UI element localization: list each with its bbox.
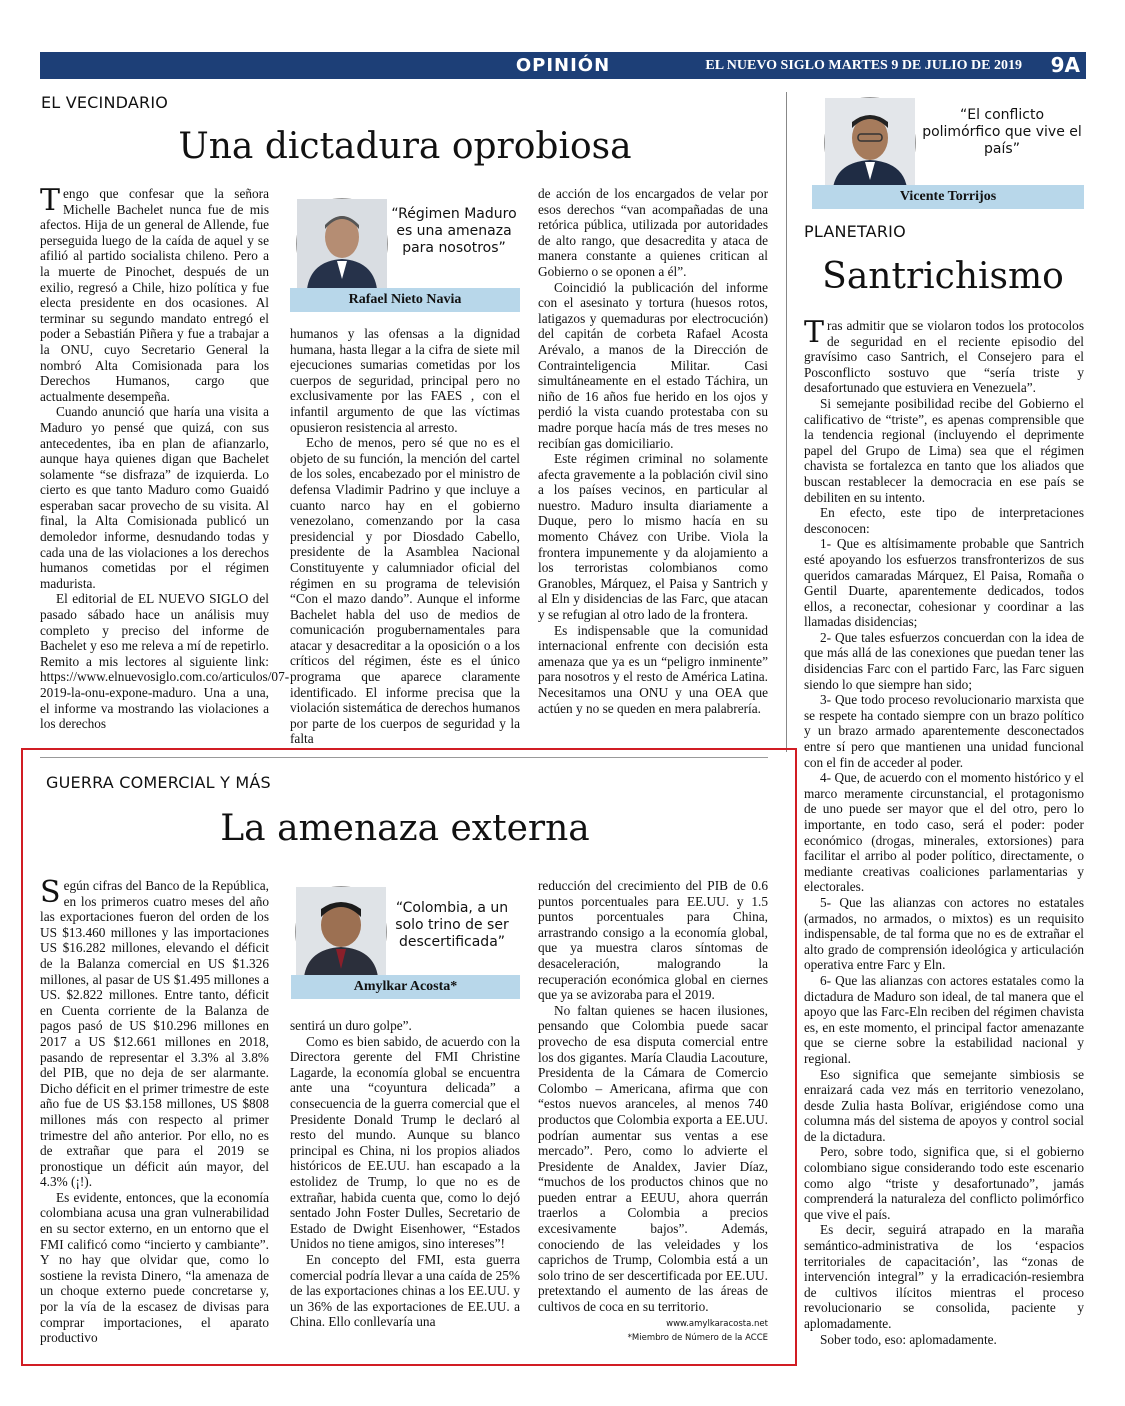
- paragraph: Es evidente, entonces, que la economía colombiana acusa una gran vulnerabilidad en su sector externo, en un entorno que el FMI calificó como “incierto y cambiante”. Y no hay que olvidar que, como lo sostiene la revista Dinero, “la amenaza de un choque externo puede concretarse y, por la vía de la escasez de divisas para comprar importaciones, el aparato productivo: [40, 1189, 269, 1346]
- article3-quote-box: [291, 882, 520, 1002]
- article3-author: Amylkar Acosta*: [291, 975, 520, 999]
- article3-dropcap: S: [40, 875, 61, 910]
- paragraph: Pero, sobre todo, significa que, si el gobierno colombiano sigue considerando todo este escenario como algo “triste y desafortunado”, jamás comprenderá la naturaleza del conflicto polimórfico que vive el país.: [804, 1144, 1084, 1222]
- date-line: EL NUEVO SIGLO MARTES 9 DE JULIO DE 2019: [705, 58, 1022, 73]
- article3-column-2: [290, 1018, 520, 1350]
- author-website: www.amylkaracosta.net: [666, 1319, 768, 1329]
- paragraph: 1- Que es altísimamente probable que Santrich esté apoyando los esfuerzos transfronterizos de sus queridos camaradas Márquez, El Paisa, Romaña o Gentil Duarte, aparentemente dedicados, todos ellos, a reconectar, cohesionar y coordinar a las llamadas disidencias;: [804, 536, 1084, 630]
- paragraph: Eso significa que semejante simbiosis se enraizará cada vez más en territorio venezolano, desde Zulia hasta Bolívar, erigiéndose como una columna más del sistema de apoyos y control social de la dictadura.: [804, 1066, 1084, 1144]
- section-header-bar: [40, 52, 1086, 79]
- paragraph: Es decir, seguirá atrapado en la maraña semántico-administrativa de los ‘espacios territoriales de capacitación’, las “zonas de intervención integral” y la erradicación-resiembra de cultivos ilícitos mientras el proceso revolucionario se consolida, paciente y aplomadamente.: [804, 1222, 1084, 1331]
- paragraph: 2- Que tales esfuerzos concuerdan con la idea de que más allá de las conexiones que puedan tener las disidencias Farc con el partido Farc, las Farc siguen siendo lo que siempre han sido;: [804, 629, 1084, 692]
- paragraph: En efecto, este tipo de interpretaciones desconocen:: [804, 505, 1084, 536]
- paragraph: ras admitir que se violaron todos los protocolos de seguridad en el reciente episodio del gravísimo caso Santrich, el Consejero para el Posconflicto sostuvo que “sería triste y desafortunado que estuviera en Venezuela”.: [804, 318, 1084, 396]
- paragraph: 5- Que las alianzas con actores no estatales (armados, no armados, o mixtos) es un requisito indispensable, de tal forma que no es de extrañar el alto grado de comprensión ideológica y articulación operativa entre Farc y Eln.: [804, 894, 1084, 973]
- author-footnote: *Miembro de Número de la ACCE: [627, 1333, 768, 1343]
- paragraph: sentirá un duro golpe”.: [290, 1018, 412, 1033]
- author-photo: [295, 886, 387, 978]
- paragraph: 3- Que todo proceso revolucionario marxista que se respete ha contado siempre con un brazo político y un brazo armado aparentemente desconectados entre sí pero que mantienen una unidad funcional con el fin de acceder al poder.: [804, 692, 1084, 770]
- paragraph: El editorial de EL NUEVO SIGLO del pasado sábado hace un análisis muy completo y preciso del informe de Bachelet y eso me releva a mí de repetirlo. Remito a mis lectores al siguiente link: https://www.elnuevosiglo.com.co/articulos/07-2019-la-onu-expone-maduro. Una a una, el informe va mostrando las violaciones a los derechos: [40, 591, 290, 732]
- paragraph: engo que confesar que la señora Michelle Bachelet nunca fue de mis afectos. Hija de un general de Allende, fue perseguida luego de la caída de aquel y se afilió al partido socialista chileno. Pero a la muerte de Pinochet, después de un exilio, regresó a Chile, hizo política y fue electa presidente en dos ocasiones. Al terminar su segundo mandato entregó el poder a Sebastián Piñera y fue a trabajar a la ONU, cuyo Secretario General la nombró Alta Comisionada para los Derechos Humanos, cargo que actualmente desempeña.: [40, 186, 269, 404]
- paragraph: Echo de menos, pero sé que no es el objeto de su función, la mención del cartel de los soles, encabezado por el ministro de defensa Vladimir Padrino y que incluye a cuanto narco hay en el gobierno venezolano, comenzando por la casa presidencial y por Diosdado Cabello, presidente de la Asamblea Nacional Constituyente y calumniador oficial del régimen en su programa de televisión “Con el mazo dando”. Aunque el informe Bachelet habla del uso de medios de comunicación progubernamentales para atacar y desacreditar a la oposición o a los críticos del régimen, éste es el único programa que aparece claramente identificado. El informe precisa que la violación sistemática de derechos humanos por parte de los cuerpos de seguridad y la falta: [290, 435, 520, 747]
- page-number: 9A: [1050, 53, 1080, 77]
- article1-quote-box: [290, 190, 520, 315]
- paragraph: de acción de los encargados de velar por esos derechos “van acompañadas de una retórica pública, utilizada por autoridades de alto rango, que desacredita y ataca de manera constante a quienes critican al Gobierno o se oponen a él”.: [538, 186, 768, 279]
- article1-author: Rafael Nieto Navia: [290, 288, 520, 312]
- article1-title: Una dictadura oprobiosa: [178, 126, 632, 167]
- paragraph: 6- Que las alianzas con actores estatales como la dictadura de Maduro son ideal, de tal manera que el apoyo que las Farc-Eln reciben del régimen chavista es, en este momento, el principal factor amenazante que se cierne sobre la estabilidad nacional y regional.: [804, 972, 1084, 1066]
- paragraph: Si semejante posibilidad recibe del Gobierno el calificativo de “triste”, es apenas comprensible que la tendencia regional (incluyendo el deprimente papel del Grupo de Lima) sea que el régimen chavista se fortalezca en tanto que los aliados que buscan restablecer la democracia en ese país se debiliten en su intento.: [804, 395, 1084, 505]
- paragraph: Es indispensable que la comunidad internacional enfrente con decisión esta amenaza que ya es un “peligro inminente” para nosotros y el resto de América Latina. Necesitamos una ONU y una OEA que actúen y no se queden en mera palabrería.: [538, 622, 768, 716]
- section-rule: [40, 757, 768, 758]
- paragraph: reducción del crecimiento del PIB de 0.6 puntos porcentuales para EE.UU. y 1.5 puntos porcentuales para China, arrastrando consigo a la economía global, que ya muestra claros síntomas de desaceleración, malogrando la recuperación económica global en ciernes que ya se avizoraba para el 2019.: [538, 878, 768, 1003]
- article2-quote-box: [812, 93, 1084, 210]
- article1-column-1: [40, 183, 290, 732]
- article2-kicker: PLANETARIO: [804, 222, 906, 241]
- article2-title: Santrichismo: [822, 256, 1064, 297]
- column-divider: [786, 92, 787, 752]
- article2-column: [804, 315, 1084, 1348]
- article1-column-2: [290, 326, 520, 747]
- paragraph: Cuando anunció que haría una visita a Maduro yo pensé que quizá, con sus antecedentes, iba en plan de afianzarlo, aunque haya quienes digan que Bachelet solamente “se disfraza” de izquierda. Lo cierto es que tanto Maduro como Guaidó esperaban sacar provecho de su visita. Al final, la Alta Comisionada publicó un demoledor informe, desnudando todas y cada una de las violaciones a los derechos humanos cometidas por el régimen madurista.: [40, 404, 269, 591]
- paragraph: En concepto del FMI, esta guerra comercial podría llevar a una caída de 25% de las exportaciones chinas a los EE.UU. y un 36% de las exportaciones de EE.UU. a China. Ello conllevaría una: [290, 1251, 520, 1330]
- paragraph: 4- Que, de acuerdo con el momento histórico y el marco meramente circunstancial, el protagonismo de uno puede ser mayor que el del otro, pero lo importante, en todo caso, será el poder: poder económico (drogas, minerales, extorsiones) para facilitar el arribo al poder político, directamente, o mediante creativas coaliciones parlamentarias y electorales.: [804, 770, 1084, 895]
- article2-dropcap: T: [804, 315, 825, 350]
- paragraph: No faltan quienes se hacen ilusiones, pensando que Colombia puede sacar provecho de esa disputa comercial entre los dos gigantes. María Claudia Lacouture, Presidenta de la Cámara de Comercio Colombo – Americana, afirma que con “estos nuevos aranceles, al menos 740 productos que Colombia exporta a EE.UU. podrían aumentar sus ventas a ese mercado”. Pero, como lo advierte el Presidente de Analdex, Javier Díaz, “muchos de los productos chinos que no pueden entrar a EEUU, ahora querrán traerlos a Colombia a precios excesivamente bajos”. Además, conociendo de las veleidades y los caprichos de Trump, Colombia está a un solo trino de ser descertificada por EE.UU. pretextando el aumento de las áreas de cultivos de coca en su territorio.: [538, 1002, 768, 1315]
- article3-column-1: [40, 875, 269, 1348]
- article1-quote: “Régimen Maduro es una amenaza para nosotros”: [391, 206, 517, 256]
- paragraph: Sober todo, eso: aplomadamente.: [820, 1331, 997, 1347]
- article1-column-3: [538, 186, 768, 730]
- article2-quote: “El conflicto polimórfico que vive el país”: [922, 107, 1082, 157]
- article3-kicker: GUERRA COMERCIAL Y MÁS: [46, 773, 271, 792]
- paragraph: Coincidió la publicación del informe con el asesinato y tortura (huesos rotos, latigazos y quemaduras por electrocución) del capitán de corbeta Rafael Acosta Arévalo, a manos de la Dirección de Contrainteligencia Militar. Casi simultáneamente en el estado Táchira, un niño de 16 años fue herido en los ojos y perdió la vista cuando protestaba con su madre porque hacía más de tres meses no recibían gas domiciliario.: [538, 279, 768, 451]
- author-photo: [824, 97, 916, 189]
- article1-kicker: EL VECINDARIO: [41, 93, 169, 112]
- paragraph: humanos y las ofensas a la dignidad humana, hasta llegar a la cifra de siete mil ejecuciones sumarias cometidas por los cuerpos de seguridad, principal pero no exclusivamente por las FAES , con el infantil argumento de que las víctimas opusieron resistencia al arresto.: [290, 326, 520, 435]
- article3-title: La amenaza externa: [220, 808, 590, 849]
- article3-column-3: [538, 878, 768, 1318]
- paragraph: Como es bien sabido, de acuerdo con la Directora gerente del FMI Christine Lagarde, la economía global se encuentra ante una “coyuntura delicada” a consecuencia de la guerra comercial que el Presidente Donald Trump le declaró al resto del mundo. Aunque su blanco principal es China, ni los propios aliados históricos de EE.UU. han escapado a la estolidez de Trump, lo que no es de extrañar, habida cuenta que, como lo dejó sentado John Foster Dulles, Secretario de Estado de Dwight Eisenhower, “Estados Unidos no tiene amigos, sino intereses”!: [290, 1033, 520, 1252]
- paragraph: Este régimen criminal no solamente afecta gravemente a la población civil sino a los países vecinos, en particular al nuestro. Maduro insulta diariamente a Duque, pero lo mismo hacía en su momento Chávez con Uribe. Viola la frontera impunemente y da alojamiento a los terroristas colombianos como Granobles, Márquez, el Paisa y Santrich y al Eln y disidencias de las Farc, que atacan y se refugian al otro lado de la frontera.: [538, 451, 768, 623]
- section-name: OPINIÓN: [515, 55, 611, 76]
- article2-author: Vicente Torrijos: [812, 185, 1084, 209]
- article3-quote: “Colombia, a un solo trino de ser descertificada”: [395, 900, 509, 950]
- author-photo: [296, 198, 388, 290]
- article1-dropcap: T: [40, 183, 61, 218]
- paragraph: egún cifras del Banco de la República, en los primeros cuatro meses del año las exportaciones fueron del orden de los US $13.460 millones y las importaciones US $16.282 millones, elevando el déficit de la Balanza comercial en US $1.326 millones, al pasar de US $1.495 millones a US. $2.822 millones. Entre tanto, déficit en Cuenta corriente de la Balanza de pagos pasó de US $10.296 millones en 2017 a US $12.661 millones en 2018, pasando de representar el 3.3% al 3.8% del PIB, que no deja de ser alarmante. Dicho déficit en el primer trimestre de este año fue de US $3.158 millones, US $808 millones más con respecto al primer trimestre del año anterior. Por ello, no es de extrañar que para el 2019 se pronostique un déficit aún mayor, del 4.3% (¡!).: [40, 878, 269, 1190]
